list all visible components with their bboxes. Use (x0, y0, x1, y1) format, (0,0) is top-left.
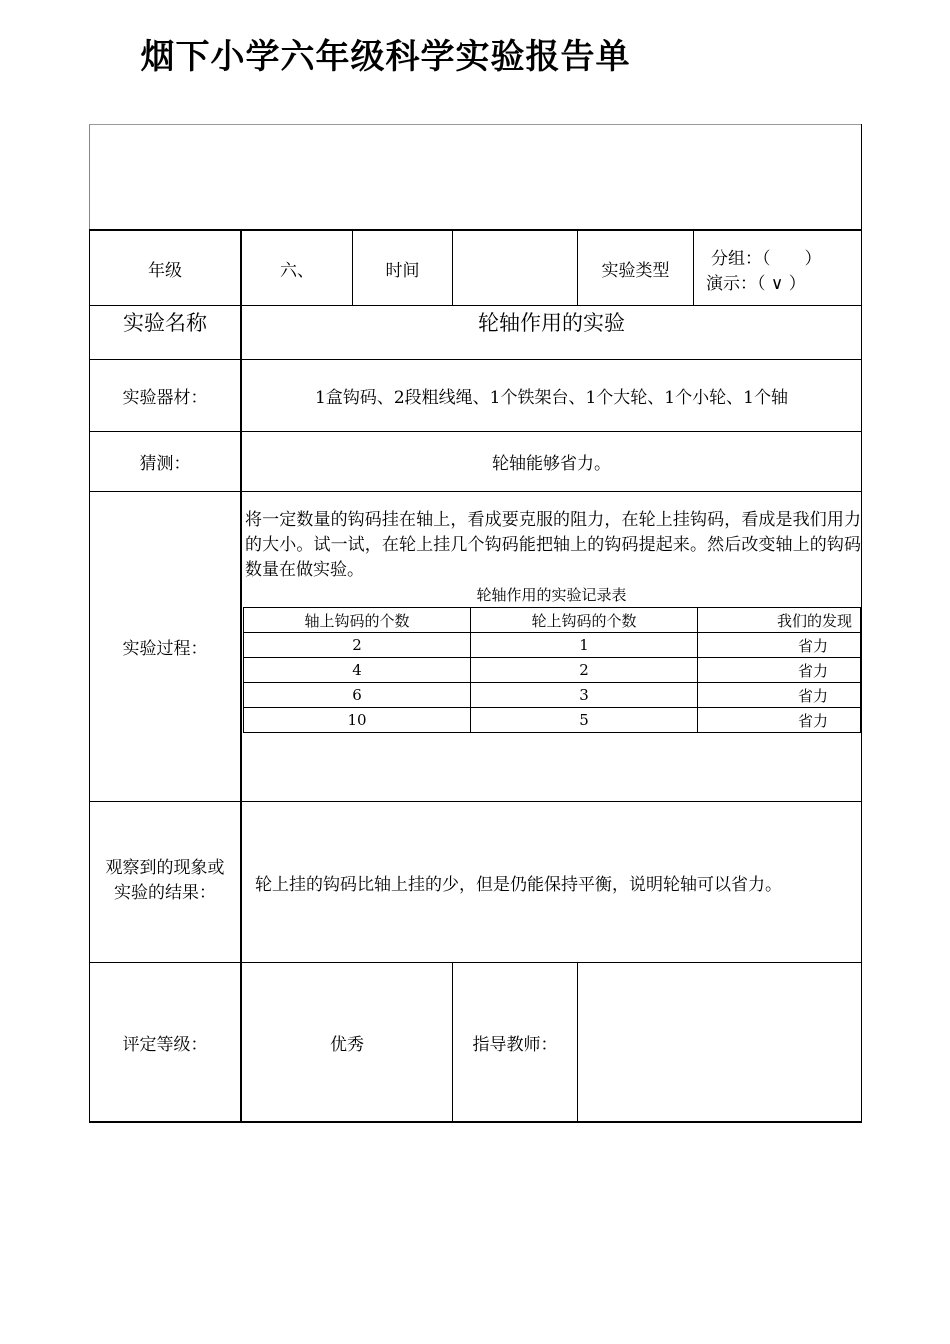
table-cell: 5 (471, 708, 698, 733)
table-cell: 2 (471, 658, 698, 683)
rule (89, 801, 862, 802)
rule (89, 305, 862, 306)
table-cell: 10 (244, 708, 471, 733)
table-row (244, 708, 861, 733)
table-cell: 3 (471, 683, 698, 708)
table-row (244, 633, 861, 658)
table-cell: 省力 (698, 683, 861, 708)
rule (861, 124, 862, 1123)
group-option: 分组：（ ） (711, 249, 822, 269)
result-value: 轮上挂的钩码比轴上挂的少，但是仍能保持平衡，说明轮轴可以省力。 (255, 875, 782, 895)
table-header-row (244, 608, 861, 633)
experiment-name-label: 实验名称 (123, 311, 207, 335)
rule (693, 229, 694, 306)
process-description: 将一定数量的钩码挂在轴上，看成要克服的阻力，在轮上挂钩码，看成是我们用力的大小。试一试，在轮上挂几个钩码能把轴上的钩码提起来。然后改变轴上的钩码数量在做实验。 (245, 510, 861, 580)
table-cell: 2 (244, 633, 471, 658)
table-cell: 6 (244, 683, 471, 708)
evaluation-value: 优秀 (330, 1034, 364, 1055)
materials-label: 实验器材： (122, 388, 208, 408)
table-row (244, 658, 861, 683)
result-label-line2: 实验的结果： (114, 883, 216, 903)
record-table-caption: 轮轴作用的实验记录表 (476, 586, 627, 604)
table-cell: 4 (244, 658, 471, 683)
record-table (243, 607, 861, 733)
rule (89, 1121, 862, 1123)
guess-label: 猜测： (139, 454, 191, 474)
table-cell: 省力 (698, 708, 861, 733)
page-title: 烟下小学六年级科学实验报告单 (140, 36, 631, 77)
experiment-name-value: 轮轴作用的实验 (478, 311, 625, 335)
materials-value: 1盒钩码、2段粗线绳、1个铁架台、1个大轮、1个小轮、1个轴 (315, 388, 788, 408)
table-cell: 省力 (698, 658, 861, 683)
time-value (453, 231, 577, 305)
grade-label: 年级 (148, 260, 182, 281)
guess-value: 轮轴能够省力。 (492, 454, 611, 474)
result-label (90, 856, 240, 906)
table-row (244, 683, 861, 708)
table-cell: 1 (471, 633, 698, 658)
experiment-type-label: 实验类型 (601, 260, 670, 281)
demo-option: 演示：（ ∨ ） (706, 274, 806, 294)
process-label: 实验过程： (122, 639, 208, 659)
table-cell: 省力 (698, 633, 861, 658)
evaluation-label: 评定等级： (122, 1034, 208, 1055)
teacher-label: 指导教师： (472, 1034, 558, 1055)
result-label-line1: 观察到的现象或 (105, 858, 225, 878)
column-header: 我们的发现 (698, 608, 861, 633)
teacher-value (578, 963, 861, 1121)
grade-value: 六、 (280, 260, 314, 281)
column-header: 轴上钩码的个数 (244, 608, 471, 633)
time-label: 时间 (385, 260, 420, 281)
column-header: 轮上钩码的个数 (471, 608, 698, 633)
